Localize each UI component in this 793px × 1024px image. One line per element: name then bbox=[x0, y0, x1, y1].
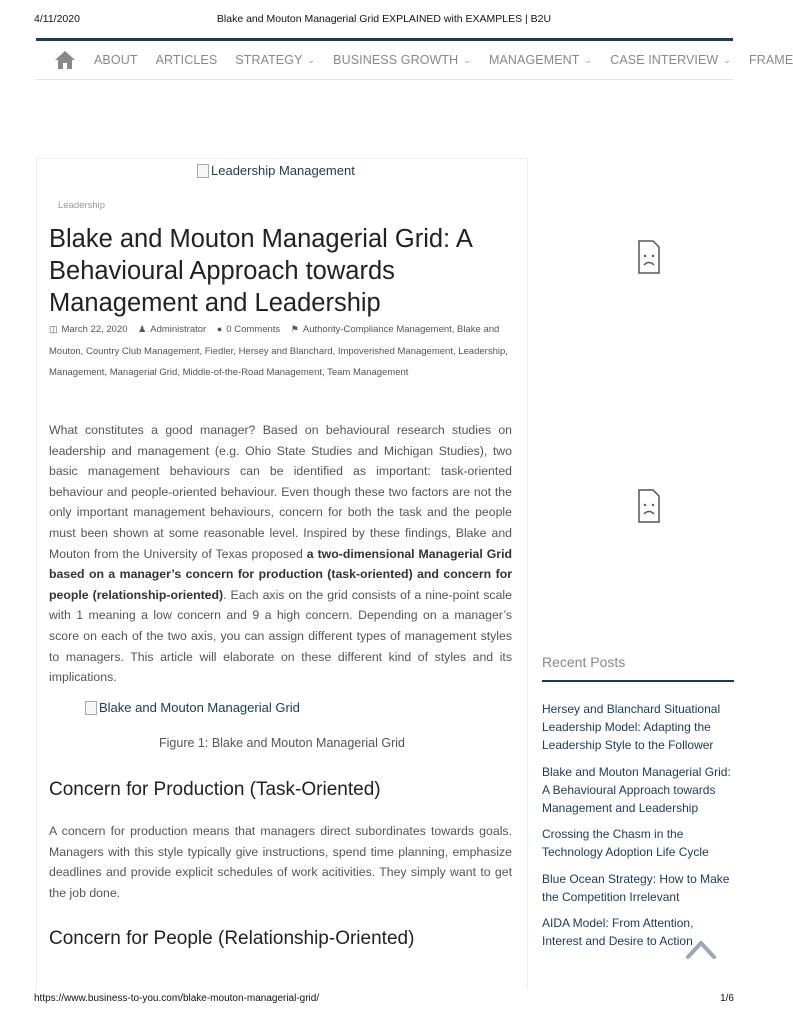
nav-item-articles[interactable] bbox=[156, 53, 218, 67]
chevron-down-icon: ⌄ bbox=[584, 54, 593, 65]
main-navigation bbox=[36, 38, 793, 80]
nav-item-about[interactable] bbox=[94, 53, 138, 67]
intro-text: What constitutes a good manager? Based on behavioural research studies on leadership and management (e.g. Ohio State Studies and Michigan Studies), two basic management behaviours can be identified as important: task-oriented behaviour and people-oriented behaviour. Even though these two factors are not the only important management behaviours, concern for both the task and the people must been shown at some reasonable level. Inspired by these findings, Blake and Mouton from the University of Texas proposed bbox=[49, 423, 512, 561]
recent-posts-title: Recent Posts bbox=[542, 654, 626, 670]
nav-item-label: BUSINESS GROWTH bbox=[333, 53, 459, 67]
recent-post-link[interactable]: Blake and Mouton Managerial Grid: A Behavioural Approach towards Management and Leadership bbox=[542, 764, 731, 815]
nav-item-label: CASE INTERVIEW bbox=[610, 53, 719, 67]
broken-image-icon bbox=[637, 489, 661, 523]
scroll-to-top-icon[interactable] bbox=[685, 938, 717, 960]
post-author[interactable]: Administrator bbox=[150, 324, 207, 335]
post-title: Blake and Mouton Managerial Grid: A Behavioural Approach towards Management and Leadership bbox=[49, 225, 472, 317]
post-comments[interactable]: 0 Comments bbox=[226, 324, 281, 335]
recent-posts-list bbox=[542, 700, 734, 959]
broken-image-icon bbox=[637, 240, 661, 274]
print-date: 4/11/2020 bbox=[34, 13, 80, 25]
nav-item-label: MANAGEMENT bbox=[488, 53, 580, 67]
article-container bbox=[36, 158, 528, 989]
figure-image[interactable] bbox=[85, 700, 300, 715]
post-tags[interactable]: Authority-Compliance Management, Blake and Mouton, Country Club Management, Fiedler, Hersey and Blanchard, Impoverished Management, Leadership, Management, Managerial Grid, Middle-of-the-Road Management, Team Management bbox=[49, 324, 508, 378]
nav-item-label: ARTICLES bbox=[155, 53, 218, 67]
nav-item-label: STRATEGY bbox=[235, 53, 303, 67]
section-heading-production: Concern for Production (Task-Oriented) bbox=[49, 779, 381, 800]
nav-item-label: FRAME bbox=[749, 53, 793, 67]
intro-text-continued: . Each axis on the grid consists of a nine-point scale with 1 meaning a low concern and 9 a high concern. Depending on a manager’s score on each of the two axis, you can assign different types of management styles to managers. This article will elaborate on these different kind of styles and its implications. bbox=[49, 587, 512, 685]
chevron-down-icon: ⌄ bbox=[723, 54, 731, 65]
figure-caption: Figure 1: Blake and Mouton Managerial Grid bbox=[159, 736, 405, 750]
tags-icon: ⚑ bbox=[290, 324, 299, 334]
comment-icon: ● bbox=[216, 324, 223, 334]
intro-bold-text: a two-dimensional Managerial Grid based on a manager’s concern for production (task-oriented) and concern for people (relationship-oriented) bbox=[49, 546, 513, 602]
print-page-number: 1/6 bbox=[720, 993, 734, 1004]
nav-item-label: ABOUT bbox=[94, 53, 138, 67]
recent-post-link[interactable]: Crossing the Chasm in the Technology Adoption Life Cycle bbox=[542, 827, 709, 859]
home-icon[interactable] bbox=[54, 50, 76, 70]
section-heading-people: Concern for People (Relationship-Oriented) bbox=[49, 928, 415, 949]
recent-post-link[interactable]: AIDA Model: From Attention, Interest and Desire to Action bbox=[542, 916, 694, 948]
recent-post-link[interactable]: Blue Ocean Strategy: How to Make the Competition Irrelevant bbox=[542, 871, 730, 904]
post-date[interactable]: March 22, 2020 bbox=[61, 324, 128, 335]
chevron-down-icon: ⌄ bbox=[463, 54, 471, 65]
print-footer bbox=[0, 993, 768, 1009]
category-link[interactable]: Leadership bbox=[58, 200, 106, 211]
print-header bbox=[0, 13, 768, 29]
intro-paragraph bbox=[49, 420, 512, 688]
nav-item-frameworks[interactable] bbox=[749, 53, 793, 67]
sidebar bbox=[542, 158, 734, 988]
nav-item-business-growth[interactable] bbox=[333, 53, 471, 67]
print-page-title: Blake and Mouton Managerial Grid EXPLAINED with EXAMPLES | B2U bbox=[216, 13, 552, 25]
broken-image-icon bbox=[197, 164, 209, 178]
recent-post-link[interactable]: Hersey and Blanchard Situational Leadership Model: Adapting the Leadership Style to the Follower bbox=[542, 702, 721, 752]
calendar-icon: ◫ bbox=[49, 324, 58, 334]
nav-item-case-interview[interactable] bbox=[610, 53, 731, 67]
recent-posts-divider bbox=[542, 680, 734, 682]
user-icon: ♟ bbox=[138, 324, 147, 334]
post-meta bbox=[49, 319, 519, 384]
featured-image-alt: Leadership Management bbox=[211, 163, 355, 178]
nav-item-management[interactable] bbox=[489, 53, 592, 67]
figure-image-alt: Blake and Mouton Managerial Grid bbox=[99, 700, 300, 715]
broken-image-icon bbox=[85, 701, 97, 715]
print-url: https://www.business-to-you.com/blake-mouton-managerial-grid/ bbox=[34, 993, 320, 1004]
chevron-down-icon: ⌄ bbox=[307, 54, 316, 65]
featured-image[interactable] bbox=[197, 163, 355, 178]
nav-item-strategy[interactable] bbox=[235, 53, 315, 67]
section-paragraph-production: A concern for production means that managers direct subordinates towards goals. Managers with this style typically give instructions, spend time planning, emphasize deadlines and provide explicit schedules of work acitivities. They simply want to get the job done. bbox=[49, 824, 512, 900]
